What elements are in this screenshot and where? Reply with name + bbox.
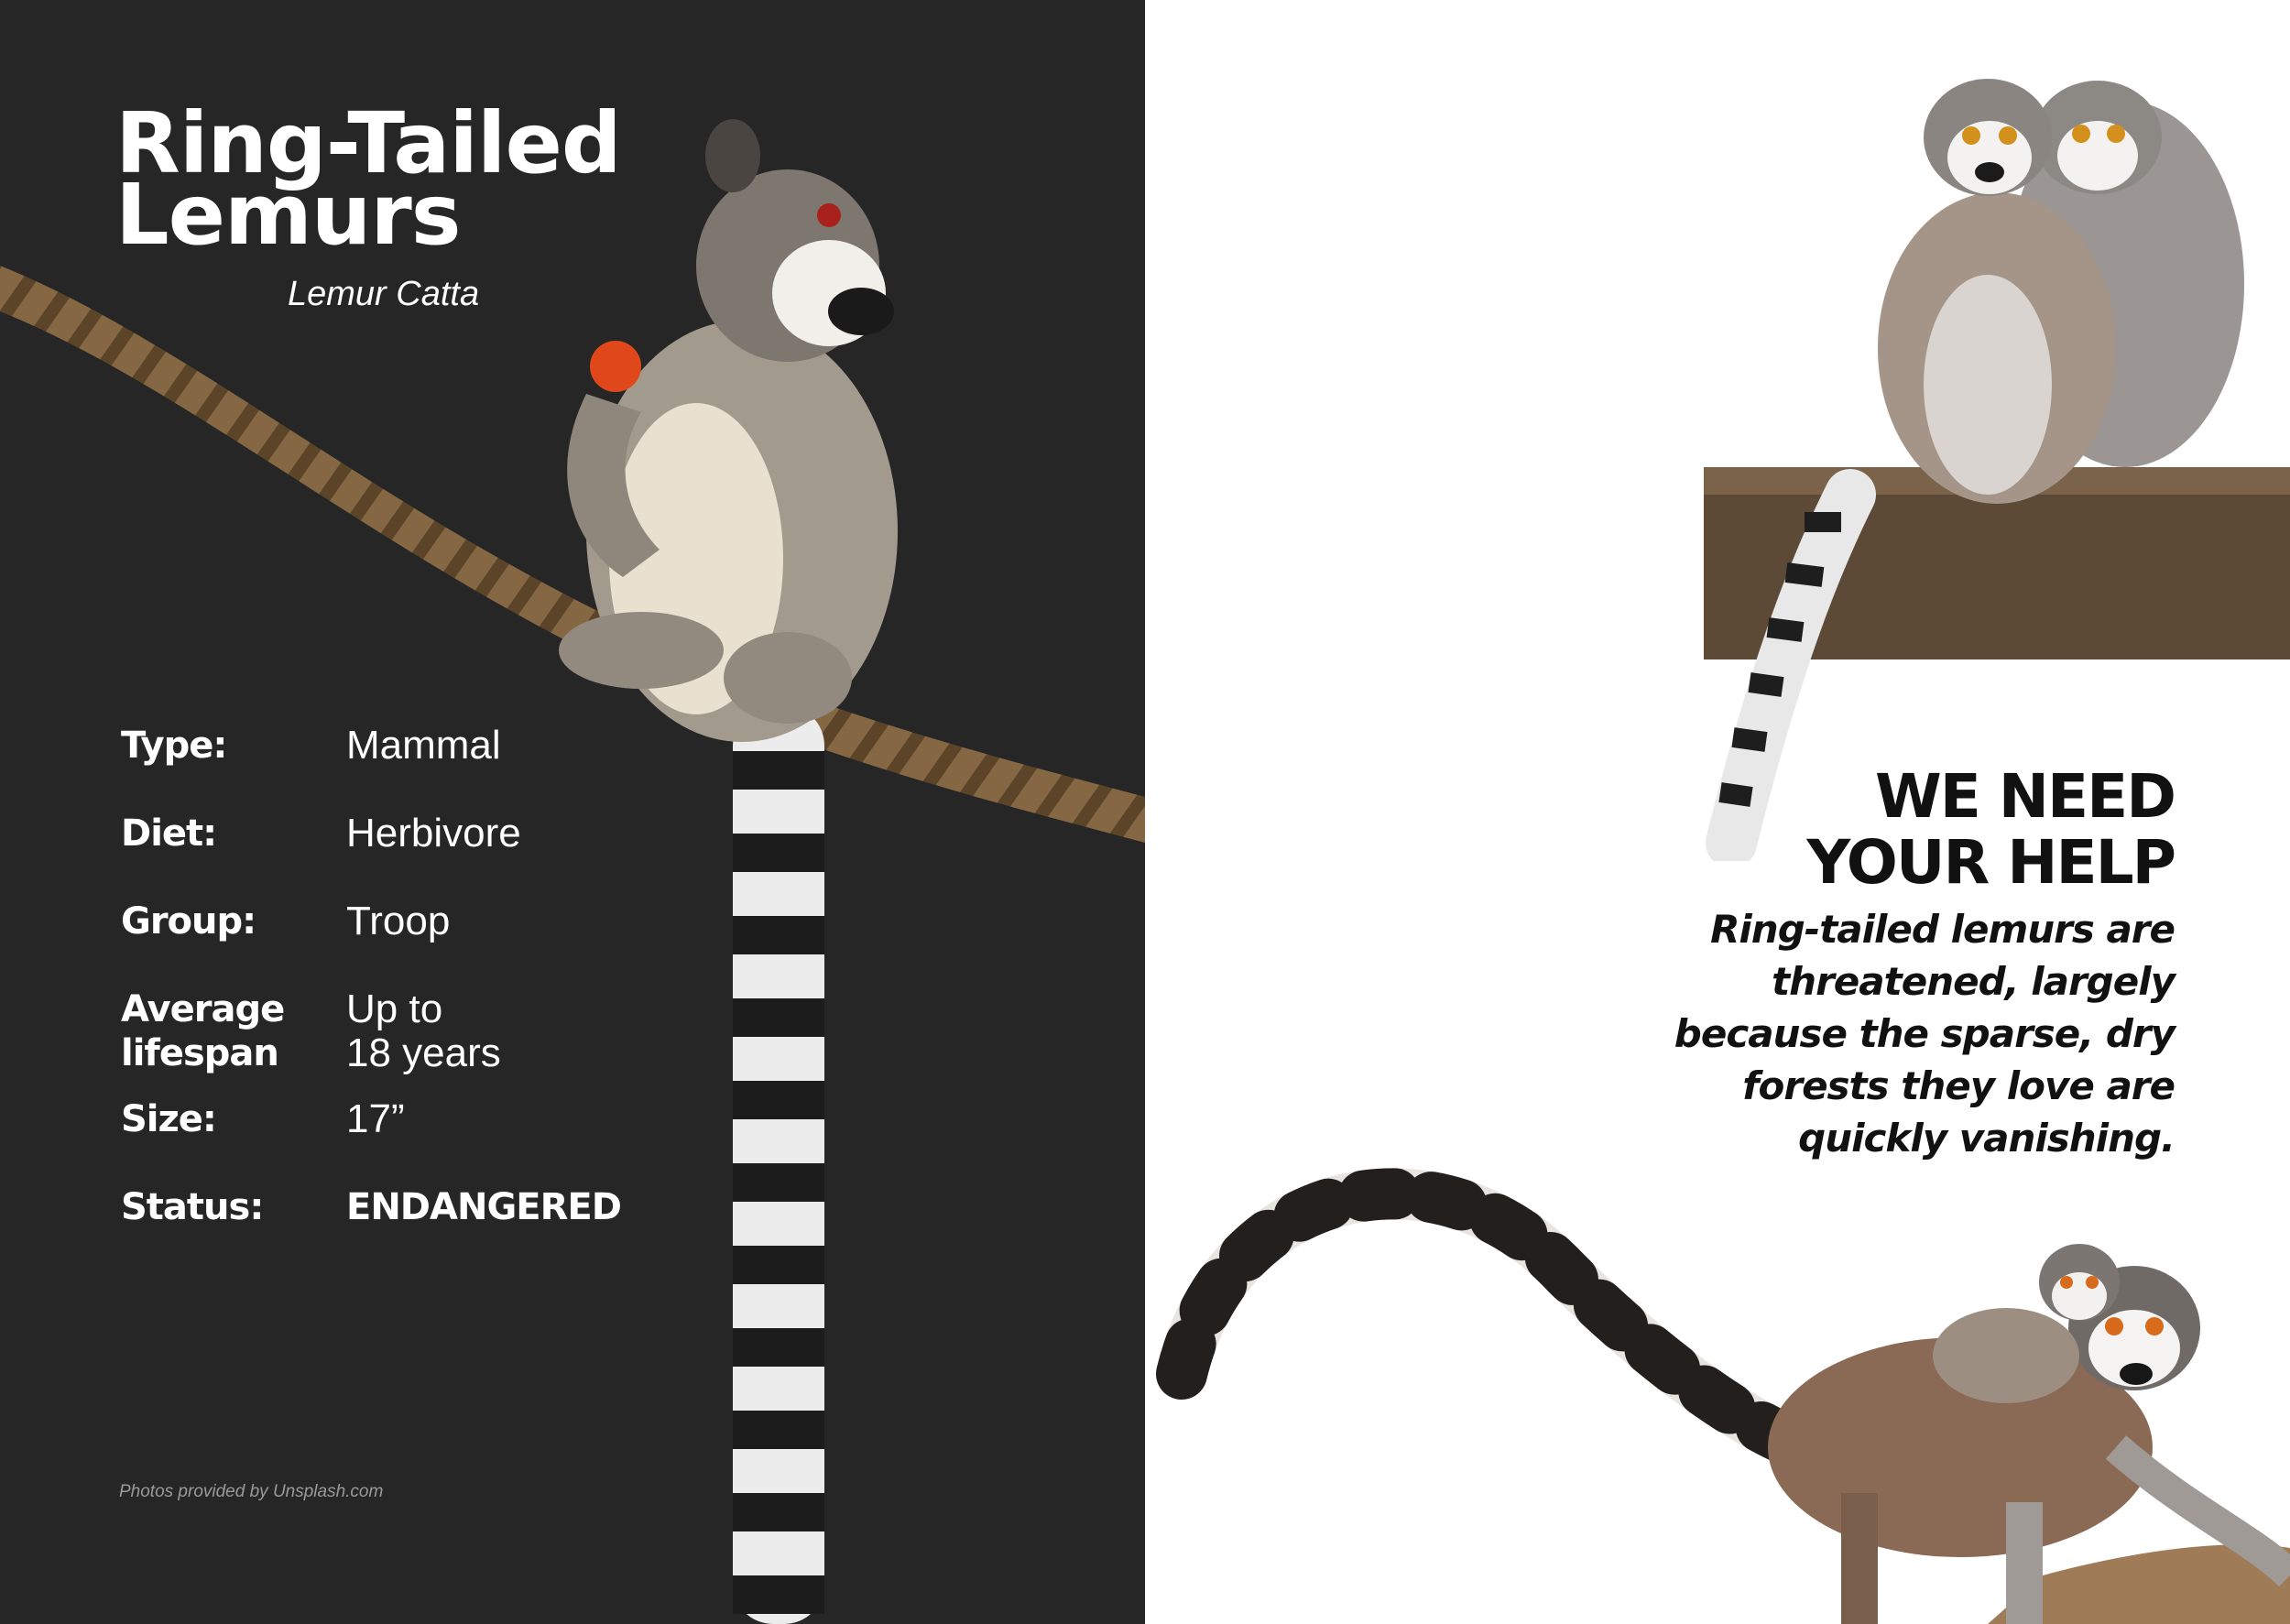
fact-value-line: 18 years bbox=[346, 1030, 501, 1075]
fact-row-lifespan bbox=[121, 987, 689, 1097]
fact-row-group bbox=[121, 899, 689, 987]
fact-label: Diet: bbox=[121, 812, 217, 855]
help-heading-line-2: YOUR HELP bbox=[1806, 827, 2175, 898]
fact-value: Troop bbox=[346, 899, 451, 943]
photo-credit: Photos provided by Unsplash.com bbox=[119, 1482, 384, 1501]
fact-value bbox=[346, 987, 694, 1075]
help-text: Ring-tailed lemurs are threatened, largely because the sparse, dry forests they love are quickly vanishing. bbox=[1674, 907, 2175, 1161]
fact-label: Status: bbox=[121, 1186, 264, 1228]
fact-label bbox=[121, 987, 332, 1075]
fact-label: Group: bbox=[121, 900, 256, 943]
fact-value: 17” bbox=[346, 1096, 405, 1141]
fact-label-line: lifespan bbox=[121, 1032, 278, 1074]
article-panel bbox=[1145, 0, 2290, 1624]
fact-label-line: Average bbox=[121, 988, 285, 1030]
fact-list bbox=[121, 724, 689, 1273]
fact-row-type bbox=[121, 724, 689, 812]
page-title bbox=[115, 94, 621, 264]
lemurs-on-ledge-photo bbox=[1695, 73, 2290, 861]
fact-value: Herbivore bbox=[346, 811, 521, 856]
fact-value-line: Up to bbox=[346, 986, 443, 1031]
fact-value: Mammal bbox=[346, 723, 501, 768]
status-value: ENDANGERED bbox=[346, 1186, 621, 1228]
fact-label: Type: bbox=[121, 725, 227, 767]
fact-row-size bbox=[121, 1097, 689, 1185]
mother-lemur-with-baby-photo bbox=[1145, 1145, 2290, 1624]
title-line-2: Lemurs bbox=[115, 166, 461, 264]
fact-row-status bbox=[121, 1185, 689, 1273]
title-line-1: Ring-Tailed bbox=[115, 94, 621, 192]
fact-row-diet bbox=[121, 812, 689, 899]
scientific-name: Lemur Catta bbox=[288, 275, 480, 313]
fact-label: Size: bbox=[121, 1098, 216, 1140]
help-heading-line-1: WE NEED bbox=[1874, 761, 2175, 832]
help-heading bbox=[1533, 761, 2175, 898]
